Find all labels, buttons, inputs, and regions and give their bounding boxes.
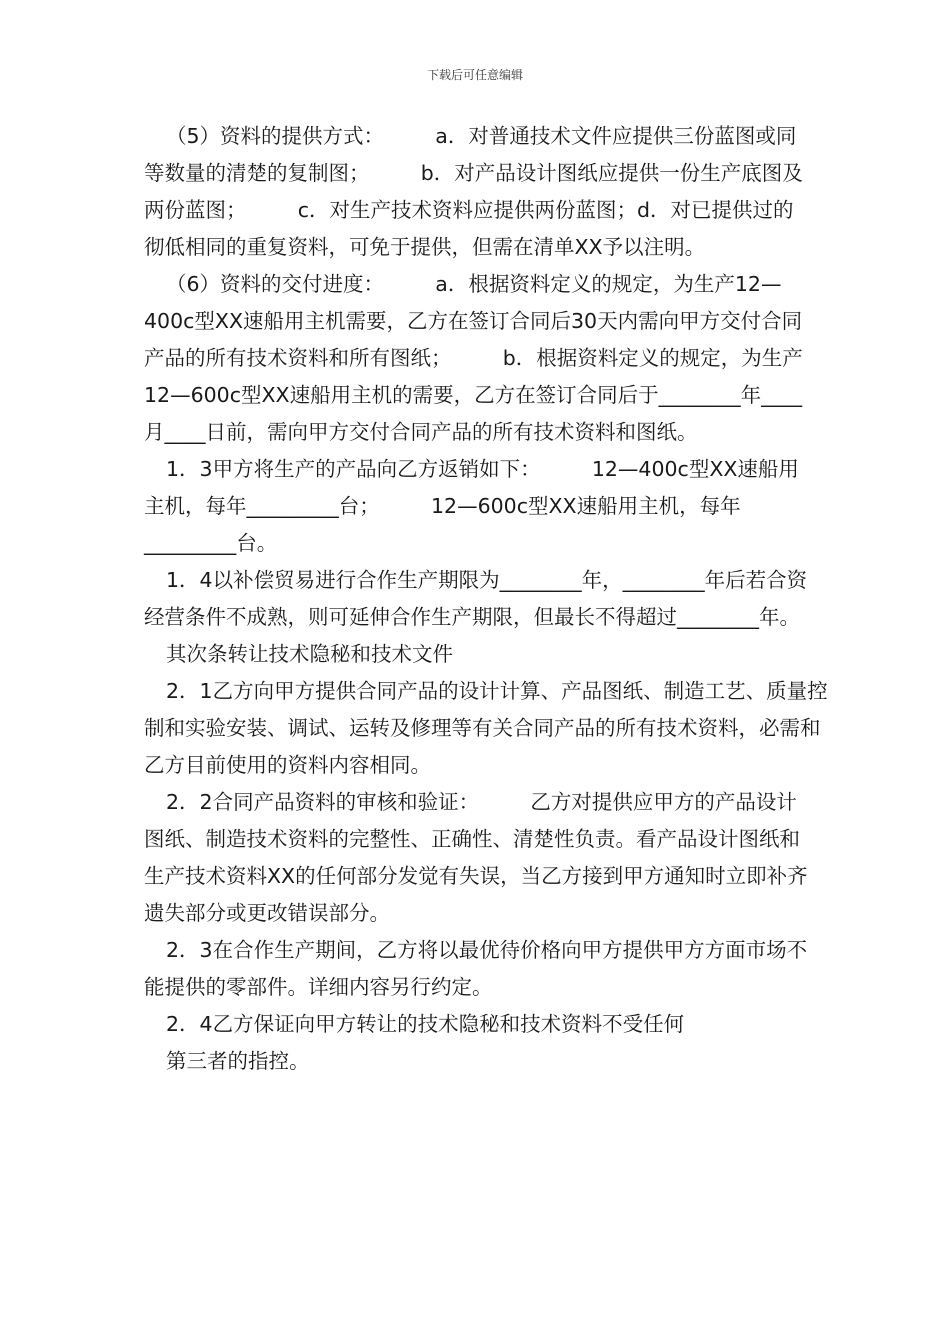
paragraph-2-2: 2．2合同产品资料的审核和验证： 乙方对提供应甲方的产品设计图纸、制造技术资料的完整性、正确性、清楚性负责。看产品设计图纸和生产技术资料XX的任何部分发觉有失误，当乙方接到甲方通知时立即补齐遗失部分或更改错误部分。 xyxy=(144,790,808,925)
paragraph-cooperation-term: 1．4以补偿贸易进行合作生产期限为________年，________年后若合资经营条件不成熟，则可延伸合作生产期限，但最长不得超过________年。 xyxy=(144,568,808,629)
paragraph-2-4-continued: 第三者的指控。 xyxy=(166,1049,310,1073)
document-body xyxy=(144,118,828,1080)
paragraph-delivery-schedule: （6）资料的交付进度： a．根据资料定义的规定，为生产12—400c型XX速船用主机需要，乙方在签订合同后30天内需向甲方交付合同产品的所有技术资料和所有图纸； b．根据资料定义的规定，为生产12—600c型XX速船用主机的需要，乙方在签订合同后于________年____月____日前，需向甲方交付合同产品的所有技术资料和图纸。 xyxy=(144,272,803,444)
paragraph-2-4: 2．4乙方保证向甲方转让的技术隐秘和技术资料不受任何 xyxy=(166,1012,685,1036)
paragraph-materials-provision: （5）资料的提供方式： a．对普通技术文件应提供三份蓝图或同等数量的清楚的复制图； b．对产品设计图纸应提供一份生产底图及两份蓝图； c．对生产技术资料应提供两份蓝图；d．对已提供过的彻低相同的重复资料，可免于提供，但需在清单XX予以注明。 xyxy=(144,124,803,259)
page-header: 下载后可任意编辑 xyxy=(426,68,523,82)
paragraph-buyback: 1．3甲方将生产的产品向乙方返销如下： 12—400c型XX速船用主机，每年_________台； 12—600c型XX速船用主机，每年_________台。 xyxy=(144,457,799,555)
paragraph-2-3: 2．3在合作生产期间，乙方将以最优待价格向甲方提供甲方方面市场不能提供的零部件。详细内容另行约定。 xyxy=(144,938,808,999)
section-heading-article-2: 其次条转让技术隐秘和技术文件 xyxy=(166,642,453,666)
paragraph-2-1: 2．1乙方向甲方提供合同产品的设计计算、产品图纸、制造工艺、质量控制和实验安装、调试、运转及修理等有关合同产品的所有技术资料，必需和乙方目前使用的资料内容相同。 xyxy=(144,679,828,777)
